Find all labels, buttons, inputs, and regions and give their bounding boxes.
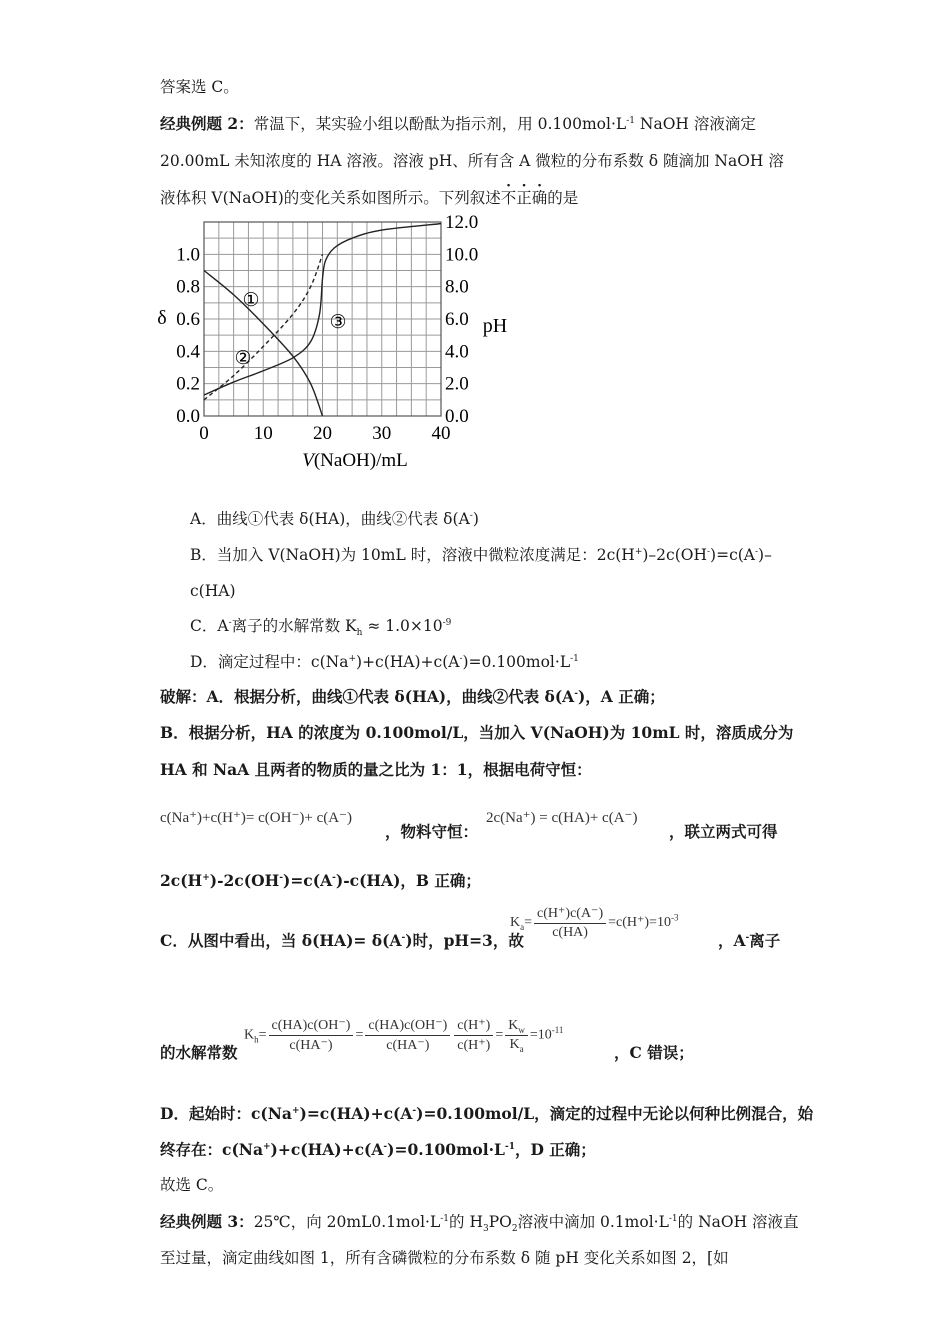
solution-line-5: 2c(H+)-2c(OH-)=c(A-)-c(HA)，B 正确；: [160, 871, 481, 890]
example3-line-2: 至过量，滴定曲线如图 1，所有含磷微粒的分布系数 δ 随 pH 变化关系如图 2，[如: [160, 1249, 729, 1267]
emphasis-char: 正: [516, 189, 532, 207]
solution-line-4-mid: ，物料守恒：: [385, 822, 479, 841]
example-label: 经典例题 2：: [160, 114, 254, 133]
example3-line-1: 经典例题 3：25℃，向 $20mL0.1mol\cdot L^{-1}$的 $H_3PO_2$溶液中滴加 $0.1mol\cdot L^{-1}$的 NaOH 溶液直: [160, 1212, 799, 1235]
option-a: A．曲线①代表 δ(HA)，曲线②代表 δ(A-): [190, 510, 479, 528]
y-right-tick-label: 10.0: [445, 244, 479, 266]
curve-label-1: ①: [242, 290, 260, 311]
emphasis-char: 不: [500, 189, 517, 207]
y-right-tick-label: 6.0: [445, 309, 469, 330]
option-b-cont: c(HA): [190, 582, 236, 600]
y-right-tick-label: 4.0: [445, 341, 469, 363]
example-label: 经典例题 3：: [160, 1212, 254, 1231]
example2-line-3: 液体积 V(NaOH)的变化关系如图所示。下列叙述不正确的是: [160, 189, 579, 207]
chart-grid: [204, 222, 441, 416]
ka-formula: $K_a=$ $\frac{c(H^+)c(A^-)}{c(HA)}$ $=c(H^+)=10^{-3}$: [510, 906, 679, 940]
y-right-axis-label: pH: [482, 315, 508, 337]
y-left-tick-label: 0.2: [176, 373, 200, 395]
x-tick-label: 20: [313, 423, 332, 444]
material-balance-formula: 2c(Na⁺) = c(HA)+ c(A⁻): [486, 810, 638, 826]
charge-balance-formula: c(Na⁺)+c(H⁺)= c(OH⁻)+ c(A⁻): [160, 810, 352, 826]
solution-line-8: D．起始时：c(Na+)=c(HA)+c(A-)=0.100mol/L，滴定的过程中无论以何种比例混合，始: [160, 1104, 814, 1123]
solution-line-7a: 的水解常数: [160, 1043, 238, 1062]
x-tick-label: 0: [199, 423, 209, 444]
x-tick-label: 40: [431, 423, 451, 444]
solution-line-9: 终存在：$c(Na^+)+c(HA)+c(A^-)=0.100mol\cdot L^{-1}$，D 正确；: [160, 1140, 596, 1159]
example2-line-1: 经典例题 2：常温下，某实验小组以酚酞为指示剂，用 $0.100mol\cdot L^{-1}$ NaOH 溶液滴定: [160, 114, 756, 133]
y-left-tick-label: 0.4: [176, 341, 200, 363]
curve-label-2: ②: [234, 348, 252, 369]
y-right-tick-label: 0.0: [445, 406, 469, 427]
emphasis-char: 确: [531, 189, 548, 207]
solution-line-6a: C．从图中看出，当 δ(HA)= δ(A-)时，pH=3，故: [160, 931, 524, 950]
x-tick-label: 30: [372, 423, 392, 444]
solution-line-7b: ，C 错误；: [614, 1043, 694, 1062]
y-right-tick-label: 12.0: [445, 212, 479, 233]
solution-line-2: B．根据分析，HA 的浓度为 0.100mol/L，当加入 V(NaOH)为 10mL 时，溶质成分为: [160, 723, 794, 742]
solution-line-4-end: ，联立两式可得: [669, 822, 778, 841]
option-d: D．滴定过程中：$c(Na^+)+c(HA)+c(A^-)=0.100mol\cdot L^{-1}$: [190, 653, 579, 671]
titration-chart: [150, 212, 530, 482]
solution-line-3: HA 和 NaA 且两者的物质的量之比为 1：1，根据电荷守恒：: [160, 760, 592, 779]
y-left-tick-label: 0.0: [176, 406, 200, 427]
solution-line-10: 故选 C。: [160, 1176, 224, 1194]
option-b: B．当加入 V(NaOH)为 10mL 时，溶液中微粒浓度满足：2c(H+)–2c(OH-)=c(A-)–: [190, 546, 772, 564]
y-right-tick-label: 2.0: [445, 373, 469, 395]
x-axis-label: V(NaOH)/mL: [302, 450, 408, 471]
y-left-tick-label: 1.0: [176, 244, 200, 266]
solution-line-1: 破解：A．根据分析，曲线①代表 δ(HA)，曲线②代表 δ(A-)，A 正确；: [160, 687, 665, 706]
solution-line-6b: ，A-离子: [718, 931, 781, 950]
option-c: C．A-离子的水解常数 $K_h \approx 1.0\times 10^{-9}$: [190, 617, 452, 639]
y-left-tick-label: 0.8: [176, 276, 200, 298]
y-right-tick-label: 8.0: [445, 276, 469, 298]
kh-formula: $K_h=$ $\frac{c(HA)c(OH^-)}{c(HA^-)}$ = $\frac{c(HA)c(OH^-)}{c(HA^-)}$ $\frac{c(H^+)}{c(H^+)}$ = $\frac{K_w}{K_a}$ $=10^{-11}$: [244, 1018, 564, 1054]
answer-line: 答案选 C。: [160, 78, 239, 96]
chart-ticks: [176, 212, 478, 444]
y-left-axis-label: δ: [157, 307, 167, 329]
example2-line-2: 20.00mL 未知浓度的 HA 溶液。溶液 pH、所有含 A 微粒的分布系数 δ 随滴加 NaOH 溶: [160, 152, 784, 170]
y-left-tick-label: 0.6: [176, 309, 200, 330]
x-tick-label: 10: [253, 423, 273, 444]
curve-label-3: ③: [329, 312, 347, 333]
